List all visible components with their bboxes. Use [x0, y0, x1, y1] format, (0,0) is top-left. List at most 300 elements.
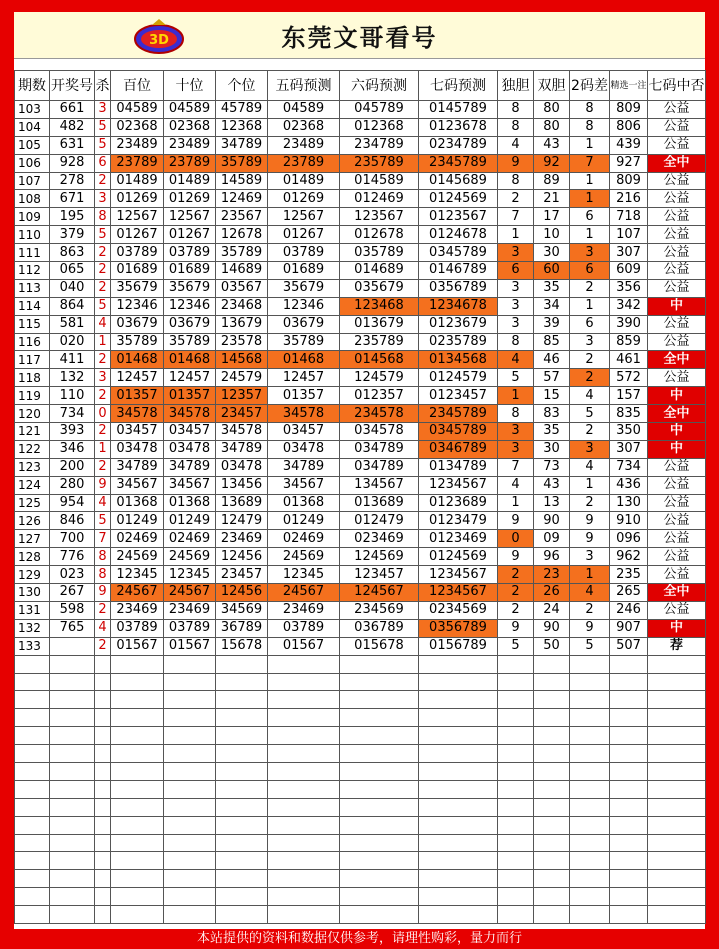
empty-row: [15, 727, 706, 745]
cell-jx: 356: [610, 279, 648, 297]
cell-d1: 1: [498, 387, 534, 405]
cell-w5: 24567: [268, 584, 340, 602]
cell-q: 122: [15, 440, 50, 458]
empty-cell: [419, 852, 498, 870]
empty-cell: [95, 727, 111, 745]
empty-cell: [648, 709, 706, 727]
empty-cell: [216, 745, 268, 763]
cell-r: 全中: [648, 405, 706, 423]
cell-d1: 0: [498, 530, 534, 548]
cell-c2: 2: [570, 494, 610, 512]
cell-b: 03679: [111, 315, 164, 333]
cell-d2: 90: [534, 512, 570, 530]
cell-t: 04589: [164, 101, 216, 119]
empty-cell: [340, 673, 419, 691]
cell-r: 公益: [648, 458, 706, 476]
cell-b: 02469: [111, 530, 164, 548]
cell-t: 01468: [164, 351, 216, 369]
cell-b: 23489: [111, 136, 164, 154]
cell-b: 34578: [111, 405, 164, 423]
cell-d2: 21: [534, 190, 570, 208]
cell-w7: 0123567: [419, 208, 498, 226]
cell-t: 34567: [164, 476, 216, 494]
cell-w6: 012368: [340, 118, 419, 136]
cell-g: 12469: [216, 190, 268, 208]
cell-g: 12456: [216, 584, 268, 602]
empty-cell: [610, 762, 648, 780]
empty-cell: [164, 834, 216, 852]
cell-w6: 035789: [340, 244, 419, 262]
cell-w6: 034578: [340, 423, 419, 441]
cell-s: 2: [95, 458, 111, 476]
cell-q: 129: [15, 566, 50, 584]
cell-w6: 235789: [340, 333, 419, 351]
cell-w6: 234569: [340, 601, 419, 619]
empty-cell: [15, 745, 50, 763]
empty-cell: [498, 834, 534, 852]
cell-r: 公益: [648, 226, 706, 244]
cell-jx: 216: [610, 190, 648, 208]
cell-c2: 1: [570, 297, 610, 315]
header-banner: [14, 12, 705, 59]
cell-k: 195: [50, 208, 95, 226]
cell-r: 公益: [648, 101, 706, 119]
cell-d1: 8: [498, 333, 534, 351]
cell-r: 荐: [648, 637, 706, 655]
cell-jx: 835: [610, 405, 648, 423]
cell-g: 45789: [216, 101, 268, 119]
cell-jx: 859: [610, 333, 648, 351]
cell-g: 23578: [216, 333, 268, 351]
cell-jx: 107: [610, 226, 648, 244]
empty-cell: [570, 727, 610, 745]
empty-cell: [164, 888, 216, 906]
empty-cell: [610, 906, 648, 924]
empty-cell: [570, 834, 610, 852]
empty-row: [15, 762, 706, 780]
empty-cell: [50, 798, 95, 816]
cell-w7: 0345789: [419, 423, 498, 441]
empty-cell: [534, 816, 570, 834]
empty-cell: [164, 673, 216, 691]
cell-s: 2: [95, 637, 111, 655]
empty-cell: [570, 798, 610, 816]
cell-w7: 0235789: [419, 333, 498, 351]
table-row: [15, 601, 706, 619]
cell-w6: 015678: [340, 637, 419, 655]
cell-g: 13679: [216, 315, 268, 333]
cell-d1: 8: [498, 118, 534, 136]
cell-w7: 0123678: [419, 118, 498, 136]
empty-cell: [340, 816, 419, 834]
cell-t: 35679: [164, 279, 216, 297]
cell-b: 01368: [111, 494, 164, 512]
empty-cell: [419, 762, 498, 780]
cell-jx: 962: [610, 548, 648, 566]
empty-cell: [95, 834, 111, 852]
empty-cell: [268, 816, 340, 834]
cell-g: 13456: [216, 476, 268, 494]
cell-jx: 927: [610, 154, 648, 172]
table-row: [15, 262, 706, 280]
cell-s: 5: [95, 226, 111, 244]
cell-k: 278: [50, 172, 95, 190]
cell-q: 131: [15, 601, 50, 619]
column-header: 个位: [216, 71, 268, 101]
empty-cell: [610, 655, 648, 673]
cell-jx: 718: [610, 208, 648, 226]
cell-jx: 130: [610, 494, 648, 512]
cell-c2: 9: [570, 619, 610, 637]
cell-w7: 0123689: [419, 494, 498, 512]
empty-cell: [648, 745, 706, 763]
empty-cell: [268, 888, 340, 906]
cell-g: 12357: [216, 387, 268, 405]
empty-cell: [648, 673, 706, 691]
cell-w6: 034789: [340, 440, 419, 458]
cell-w7: 0146789: [419, 262, 498, 280]
empty-cell: [498, 762, 534, 780]
empty-cell: [95, 691, 111, 709]
cell-g: 23468: [216, 297, 268, 315]
page-title: 东莞文哥看号: [281, 23, 438, 52]
cell-c2: 5: [570, 637, 610, 655]
cell-t: 01567: [164, 637, 216, 655]
cell-t: 34578: [164, 405, 216, 423]
cell-w5: 02469: [268, 530, 340, 548]
cell-w7: 2345789: [419, 405, 498, 423]
empty-cell: [164, 852, 216, 870]
cell-t: 23469: [164, 601, 216, 619]
empty-cell: [570, 870, 610, 888]
empty-cell: [648, 906, 706, 924]
empty-cell: [340, 870, 419, 888]
empty-cell: [50, 780, 95, 798]
empty-cell: [268, 834, 340, 852]
empty-cell: [610, 798, 648, 816]
cell-q: 123: [15, 458, 50, 476]
cell-c2: 8: [570, 118, 610, 136]
column-header: 期数: [15, 71, 50, 101]
cell-k: 661: [50, 101, 95, 119]
empty-cell: [15, 888, 50, 906]
cell-d1: 8: [498, 405, 534, 423]
cell-w5: 35679: [268, 279, 340, 297]
empty-row: [15, 834, 706, 852]
column-header: 七码中否: [648, 71, 706, 101]
empty-cell: [534, 655, 570, 673]
table-row: [15, 566, 706, 584]
empty-cell: [340, 762, 419, 780]
empty-cell: [164, 709, 216, 727]
cell-c2: 4: [570, 584, 610, 602]
cell-g: 36789: [216, 619, 268, 637]
empty-row: [15, 655, 706, 673]
empty-cell: [268, 762, 340, 780]
cell-s: 4: [95, 315, 111, 333]
empty-cell: [534, 673, 570, 691]
cell-t: 03789: [164, 619, 216, 637]
empty-cell: [610, 780, 648, 798]
cell-c2: 2: [570, 423, 610, 441]
empty-cell: [268, 709, 340, 727]
cell-s: 8: [95, 208, 111, 226]
cell-w5: 12346: [268, 297, 340, 315]
empty-cell: [340, 655, 419, 673]
cell-k: 581: [50, 315, 95, 333]
cell-d2: 83: [534, 405, 570, 423]
empty-cell: [164, 798, 216, 816]
table-row: [15, 118, 706, 136]
empty-cell: [216, 727, 268, 745]
empty-cell: [268, 727, 340, 745]
empty-cell: [164, 655, 216, 673]
empty-row: [15, 745, 706, 763]
cell-b: 12346: [111, 297, 164, 315]
cell-w5: 01357: [268, 387, 340, 405]
empty-cell: [15, 673, 50, 691]
empty-cell: [570, 762, 610, 780]
cell-r: 公益: [648, 548, 706, 566]
cell-d2: 39: [534, 315, 570, 333]
empty-cell: [111, 906, 164, 924]
cell-d2: 35: [534, 423, 570, 441]
cell-g: 35789: [216, 154, 268, 172]
empty-cell: [216, 709, 268, 727]
cell-k: 040: [50, 279, 95, 297]
cell-t: 01357: [164, 387, 216, 405]
cell-w5: 01267: [268, 226, 340, 244]
table-row: [15, 512, 706, 530]
cell-r: 公益: [648, 333, 706, 351]
cell-g: 15678: [216, 637, 268, 655]
cell-w7: 0124569: [419, 190, 498, 208]
empty-cell: [95, 709, 111, 727]
empty-row: [15, 709, 706, 727]
empty-cell: [15, 852, 50, 870]
empty-cell: [50, 762, 95, 780]
cell-b: 01267: [111, 226, 164, 244]
cell-g: 12678: [216, 226, 268, 244]
cell-g: 03478: [216, 458, 268, 476]
cell-b: 23789: [111, 154, 164, 172]
cell-q: 117: [15, 351, 50, 369]
cell-d1: 3: [498, 244, 534, 262]
cell-r: 中: [648, 387, 706, 405]
cell-q: 119: [15, 387, 50, 405]
cell-c2: 2: [570, 601, 610, 619]
cell-jx: 461: [610, 351, 648, 369]
cell-t: 03457: [164, 423, 216, 441]
empty-cell: [216, 834, 268, 852]
cell-w5: 01489: [268, 172, 340, 190]
cell-t: 12345: [164, 566, 216, 584]
cell-r: 公益: [648, 279, 706, 297]
cell-w6: 012678: [340, 226, 419, 244]
cell-t: 03679: [164, 315, 216, 333]
cell-w5: 01468: [268, 351, 340, 369]
cell-c2: 9: [570, 512, 610, 530]
cell-w6: 134567: [340, 476, 419, 494]
empty-cell: [498, 709, 534, 727]
cell-d2: 13: [534, 494, 570, 512]
empty-cell: [498, 816, 534, 834]
column-header: 六码预测: [340, 71, 419, 101]
logo-text: 3D: [149, 33, 169, 48]
cell-s: 1: [95, 333, 111, 351]
empty-cell: [570, 673, 610, 691]
empty-row: [15, 888, 706, 906]
cell-w6: 123468: [340, 297, 419, 315]
table-row: [15, 190, 706, 208]
cell-k: 700: [50, 530, 95, 548]
cell-jx: 157: [610, 387, 648, 405]
empty-cell: [340, 691, 419, 709]
cell-d1: 5: [498, 369, 534, 387]
empty-cell: [419, 798, 498, 816]
cell-d2: 89: [534, 172, 570, 190]
cell-t: 01249: [164, 512, 216, 530]
empty-cell: [648, 691, 706, 709]
cell-c2: 3: [570, 333, 610, 351]
table-row: [15, 279, 706, 297]
cell-s: 5: [95, 297, 111, 315]
cell-q: 133: [15, 637, 50, 655]
cell-w7: 0124569: [419, 548, 498, 566]
cell-k: 267: [50, 584, 95, 602]
cell-c2: 6: [570, 315, 610, 333]
cell-r: 公益: [648, 262, 706, 280]
empty-cell: [95, 762, 111, 780]
column-header: 十位: [164, 71, 216, 101]
cell-jx: 436: [610, 476, 648, 494]
cell-jx: 350: [610, 423, 648, 441]
empty-cell: [216, 888, 268, 906]
cell-r: 公益: [648, 190, 706, 208]
empty-cell: [570, 745, 610, 763]
cell-d1: 7: [498, 208, 534, 226]
cell-b: 01249: [111, 512, 164, 530]
cell-d1: 2: [498, 566, 534, 584]
empty-cell: [534, 798, 570, 816]
cell-t: 02469: [164, 530, 216, 548]
cell-s: 4: [95, 494, 111, 512]
empty-cell: [50, 673, 95, 691]
cell-q: 126: [15, 512, 50, 530]
empty-cell: [570, 888, 610, 906]
empty-cell: [15, 780, 50, 798]
empty-cell: [340, 780, 419, 798]
empty-cell: [216, 816, 268, 834]
empty-cell: [498, 888, 534, 906]
table-row: [15, 530, 706, 548]
cell-b: 35789: [111, 333, 164, 351]
cell-q: 107: [15, 172, 50, 190]
empty-cell: [498, 852, 534, 870]
empty-cell: [340, 852, 419, 870]
cell-jx: 096: [610, 530, 648, 548]
cell-s: 2: [95, 351, 111, 369]
cell-k: 863: [50, 244, 95, 262]
table-row: [15, 101, 706, 119]
cell-d2: 34: [534, 297, 570, 315]
cell-k: 023: [50, 566, 95, 584]
cell-s: 1: [95, 440, 111, 458]
cell-g: 23457: [216, 405, 268, 423]
cell-d2: 35: [534, 279, 570, 297]
empty-cell: [648, 727, 706, 745]
cell-r: 中: [648, 297, 706, 315]
cell-b: 03457: [111, 423, 164, 441]
empty-cell: [15, 870, 50, 888]
cell-q: 130: [15, 584, 50, 602]
cell-w7: 1234678: [419, 297, 498, 315]
cell-b: 01269: [111, 190, 164, 208]
empty-cell: [164, 906, 216, 924]
cell-d1: 4: [498, 136, 534, 154]
cell-w7: 0124579: [419, 369, 498, 387]
cell-g: 34578: [216, 423, 268, 441]
empty-cell: [50, 727, 95, 745]
cell-t: 12567: [164, 208, 216, 226]
empty-cell: [164, 745, 216, 763]
cell-d1: 2: [498, 584, 534, 602]
cell-q: 121: [15, 423, 50, 441]
cell-t: 24567: [164, 584, 216, 602]
table-row: [15, 619, 706, 637]
cell-k: 379: [50, 226, 95, 244]
cell-k: 110: [50, 387, 95, 405]
cell-jx: 439: [610, 136, 648, 154]
cell-b: 03789: [111, 619, 164, 637]
cell-w7: 0345789: [419, 244, 498, 262]
empty-cell: [648, 816, 706, 834]
cell-d1: 4: [498, 351, 534, 369]
cell-q: 111: [15, 244, 50, 262]
cell-w6: 124567: [340, 584, 419, 602]
empty-cell: [419, 870, 498, 888]
empty-row: [15, 780, 706, 798]
empty-cell: [340, 709, 419, 727]
table-row: [15, 351, 706, 369]
cell-g: 35789: [216, 244, 268, 262]
empty-cell: [648, 655, 706, 673]
empty-cell: [111, 798, 164, 816]
cell-d2: 43: [534, 136, 570, 154]
empty-cell: [534, 852, 570, 870]
empty-cell: [648, 798, 706, 816]
cell-w5: 24569: [268, 548, 340, 566]
empty-cell: [268, 852, 340, 870]
empty-cell: [570, 816, 610, 834]
empty-cell: [50, 870, 95, 888]
cell-w6: 235789: [340, 154, 419, 172]
empty-cell: [50, 906, 95, 924]
empty-cell: [164, 870, 216, 888]
cell-k: 200: [50, 458, 95, 476]
empty-cell: [95, 870, 111, 888]
cell-w5: 03457: [268, 423, 340, 441]
empty-row: [15, 691, 706, 709]
cell-k: 482: [50, 118, 95, 136]
cell-k: 393: [50, 423, 95, 441]
empty-cell: [111, 691, 164, 709]
empty-cell: [610, 727, 648, 745]
cell-d2: 26: [534, 584, 570, 602]
empty-cell: [216, 906, 268, 924]
empty-cell: [216, 691, 268, 709]
cell-w7: 0134568: [419, 351, 498, 369]
